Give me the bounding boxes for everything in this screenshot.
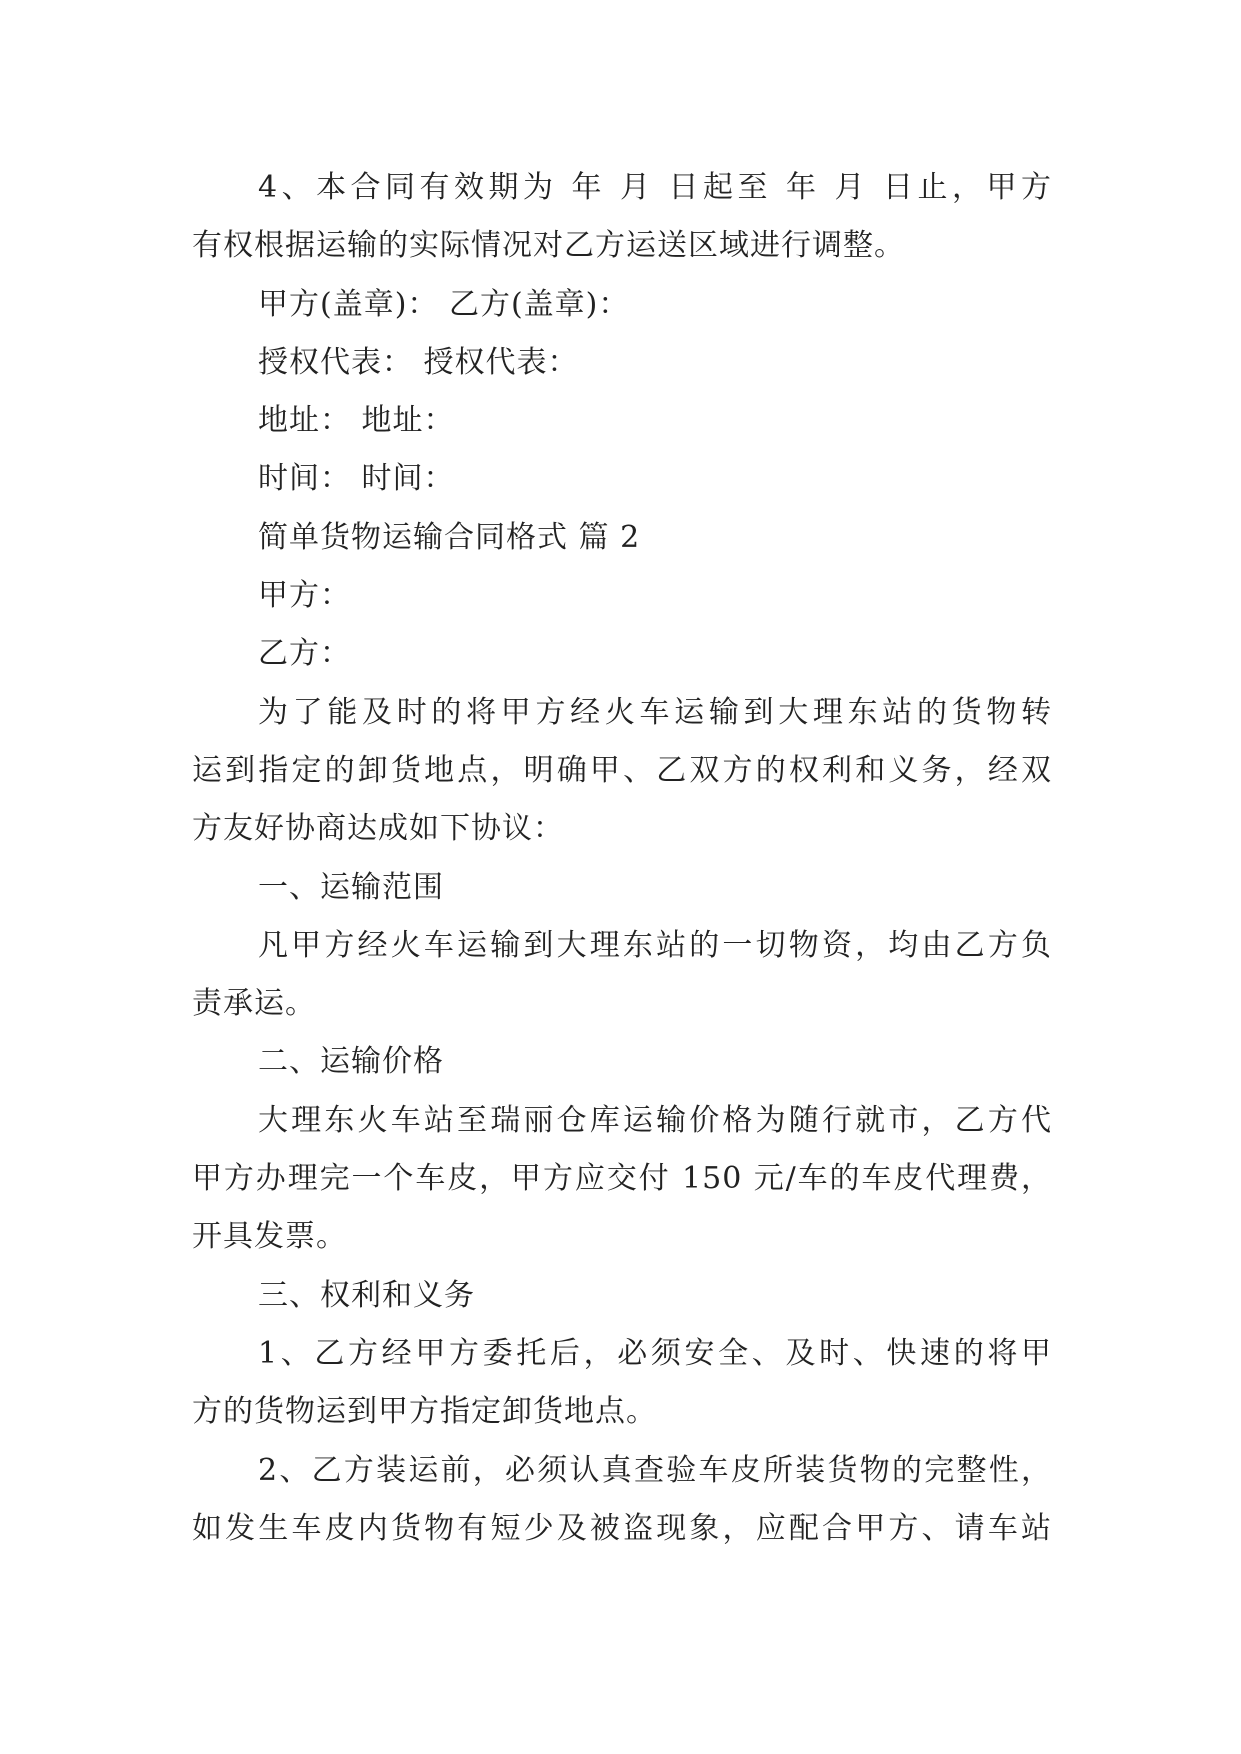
- address-line: 地址： 地址：: [258, 403, 455, 439]
- paragraph-line: 责承运。: [192, 986, 316, 1022]
- paragraph-line: 甲方办理完一个车皮，甲方应交付 150 元/车的车皮代理费，: [192, 1161, 1052, 1197]
- party-a-label: 甲方：: [258, 578, 351, 614]
- time-line: 时间： 时间：: [258, 461, 455, 497]
- paragraph-line: 大理东火车站至瑞丽仓库运输价格为随行就市，乙方代: [258, 1102, 1052, 1138]
- contract-title: [192, 509, 1052, 567]
- paragraph-line: 开具发票。: [192, 1219, 347, 1255]
- document-body: [192, 159, 1052, 1558]
- seal-line: 甲方(盖章)： 乙方(盖章)：: [258, 286, 630, 322]
- paragraph-line: 4、本合同有效期为 年 月 日起至 年 月 日止，甲方: [258, 170, 1052, 205]
- clause-line: 2、乙方装运前，必须认真查验车皮所装货物的完整性，: [258, 1452, 1052, 1488]
- representative-line: 授权代表： 授权代表：: [258, 344, 579, 380]
- party-b-label: 乙方：: [258, 636, 351, 672]
- document-title: 简单货物运输合同格式 篇 2: [258, 519, 641, 555]
- clause-line: 方的货物运到甲方指定卸货地点。: [192, 1394, 657, 1430]
- paragraph-line: 方友好协商达成如下协议：: [192, 811, 564, 847]
- clause-line: 如发生车皮内货物有短少及被盗现象，应配合甲方、请车站: [192, 1510, 1052, 1546]
- clause-line: 1、乙方经甲方委托后，必须安全、及时、快速的将甲: [258, 1335, 1052, 1371]
- preamble-paragraph: [192, 684, 1052, 859]
- section-transport-scope: [192, 859, 1052, 1034]
- validity-clause: [192, 159, 1052, 276]
- parties-block: [192, 567, 1052, 684]
- paragraph-line: 有权根据运输的实际情况对乙方运送区域进行调整。: [192, 228, 905, 264]
- section-heading: 二、运输价格: [258, 1044, 444, 1080]
- paragraph-line: 为了能及时的将甲方经火车运输到大理东站的货物转: [258, 694, 1052, 730]
- section-heading: 一、运输范围: [258, 869, 444, 905]
- paragraph-line: 运到指定的卸货地点，明确甲、乙双方的权利和义务，经双: [192, 752, 1052, 788]
- paragraph-line: 凡甲方经火车运输到大理东站的一切物资，均由乙方负: [258, 927, 1052, 963]
- section-rights-obligations: [192, 1267, 1052, 1558]
- signature-block: [192, 276, 1052, 509]
- section-transport-price: [192, 1033, 1052, 1266]
- section-heading: 三、权利和义务: [258, 1277, 475, 1313]
